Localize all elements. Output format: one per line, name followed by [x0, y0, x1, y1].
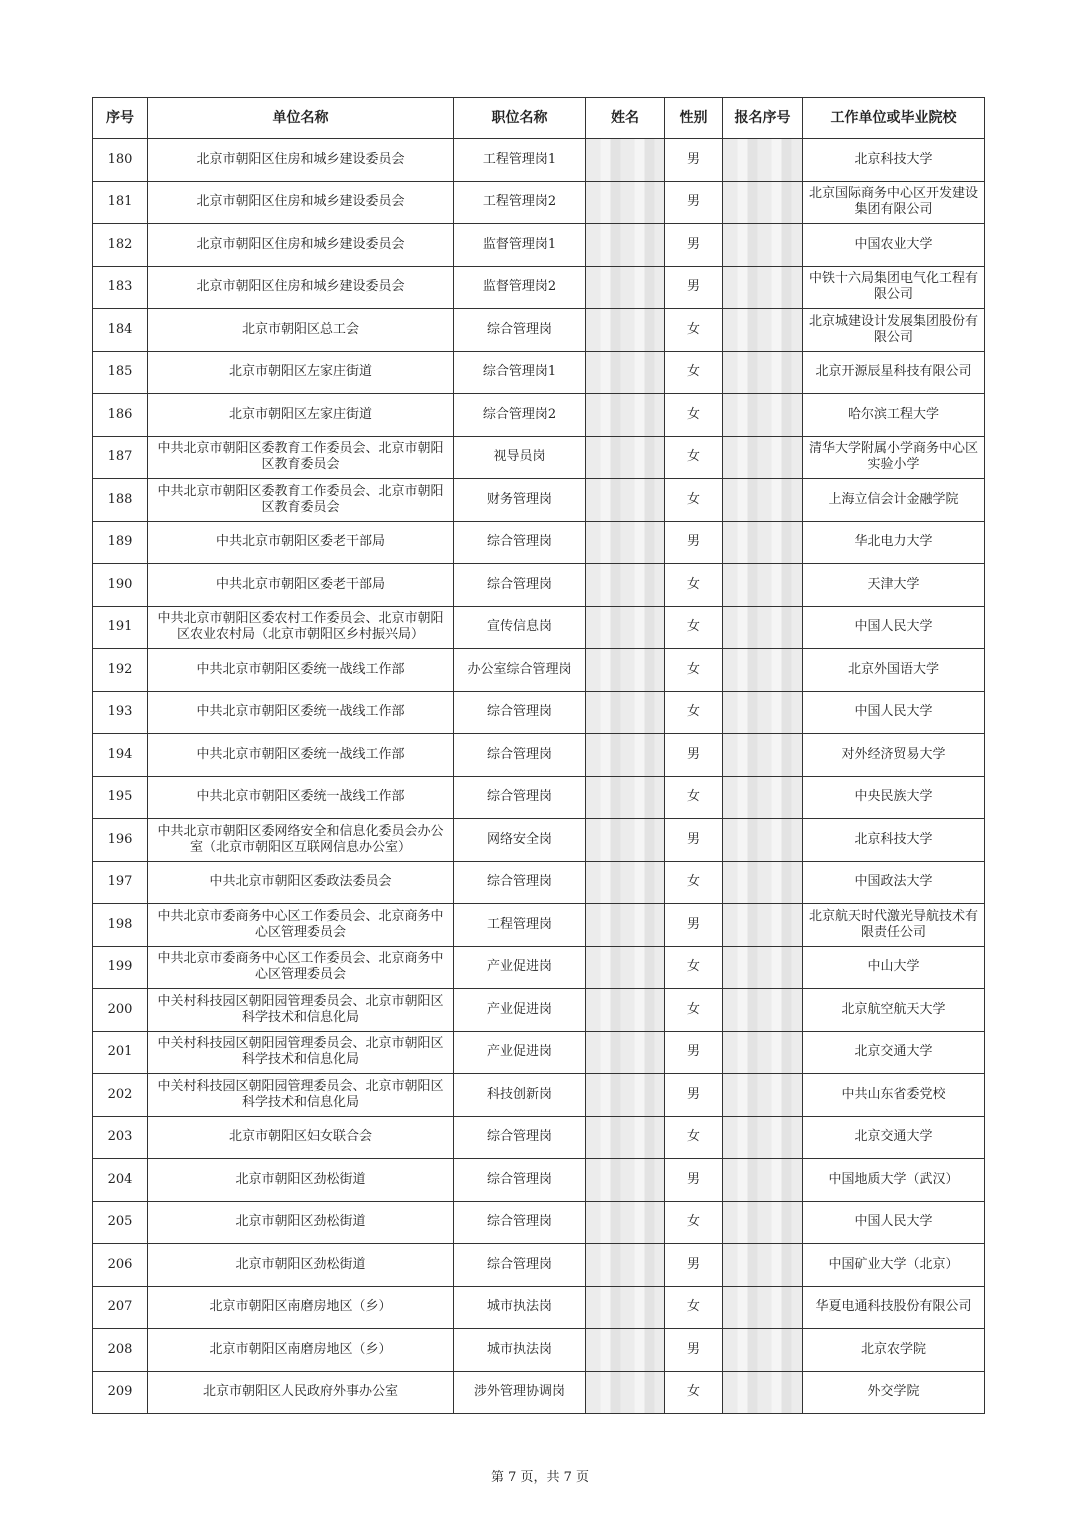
- registration-number-cell: [723, 224, 803, 267]
- person-name-cell: [586, 351, 665, 394]
- table-row: [93, 1116, 985, 1159]
- person-name-cell: [586, 1286, 665, 1329]
- workplace-or-school-cell: 北京航空航天大学: [803, 989, 985, 1032]
- serial-number-cell: 191: [93, 606, 148, 649]
- person-name-cell: [586, 1159, 665, 1202]
- workplace-or-school-cell: 天津大学: [803, 564, 985, 607]
- position-name-cell: 涉外管理协调岗: [454, 1371, 586, 1414]
- serial-number-cell: 202: [93, 1074, 148, 1117]
- position-name-cell: 综合管理岗: [454, 1116, 586, 1159]
- header-serial-number: 序号: [93, 98, 148, 139]
- workplace-or-school-cell: 北京外国语大学: [803, 649, 985, 692]
- person-name-cell: [586, 309, 665, 352]
- workplace-or-school-cell: 北京科技大学: [803, 819, 985, 862]
- header-person-name: 姓名: [586, 98, 665, 139]
- table-row: [93, 1031, 985, 1074]
- unit-name-cell: 中关村科技园区朝阳园管理委员会、北京市朝阳区科学技术和信息化局: [148, 989, 454, 1032]
- unit-name-cell: 中共北京市朝阳区委统一战线工作部: [148, 776, 454, 819]
- serial-number-cell: 193: [93, 691, 148, 734]
- person-name-cell: [586, 861, 665, 904]
- sex-cell: 男: [665, 1244, 723, 1287]
- serial-number-cell: 182: [93, 224, 148, 267]
- unit-name-cell: 北京市朝阳区南磨房地区（乡）: [148, 1286, 454, 1329]
- workplace-or-school-cell: 外交学院: [803, 1371, 985, 1414]
- person-name-cell: [586, 946, 665, 989]
- serial-number-cell: 201: [93, 1031, 148, 1074]
- table-row: [93, 1371, 985, 1414]
- position-name-cell: 科技创新岗: [454, 1074, 586, 1117]
- registration-number-cell: [723, 606, 803, 649]
- sex-cell: 男: [665, 1031, 723, 1074]
- sex-cell: 女: [665, 691, 723, 734]
- serial-number-cell: 197: [93, 861, 148, 904]
- serial-number-cell: 203: [93, 1116, 148, 1159]
- person-name-cell: [586, 139, 665, 182]
- unit-name-cell: 中共北京市委商务中心区工作委员会、北京商务中心区管理委员会: [148, 946, 454, 989]
- workplace-or-school-cell: 华北电力大学: [803, 521, 985, 564]
- unit-name-cell: 北京市朝阳区住房和城乡建设委员会: [148, 224, 454, 267]
- serial-number-cell: 188: [93, 479, 148, 522]
- workplace-or-school-cell: 上海立信会计金融学院: [803, 479, 985, 522]
- table-row: [93, 309, 985, 352]
- table-row: [93, 946, 985, 989]
- table-row: [93, 1329, 985, 1372]
- registration-number-cell: [723, 1201, 803, 1244]
- unit-name-cell: 中共北京市朝阳区委统一战线工作部: [148, 734, 454, 777]
- table-row: [93, 819, 985, 862]
- table-row: [93, 1244, 985, 1287]
- person-name-cell: [586, 479, 665, 522]
- unit-name-cell: 北京市朝阳区劲松街道: [148, 1244, 454, 1287]
- position-name-cell: 财务管理岗: [454, 479, 586, 522]
- workplace-or-school-cell: 北京农学院: [803, 1329, 985, 1372]
- person-name-cell: [586, 224, 665, 267]
- position-name-cell: 综合管理岗: [454, 564, 586, 607]
- registration-number-cell: [723, 181, 803, 224]
- unit-name-cell: 北京市朝阳区住房和城乡建设委员会: [148, 139, 454, 182]
- unit-name-cell: 中共北京市朝阳区委统一战线工作部: [148, 691, 454, 734]
- unit-name-cell: 中共北京市朝阳区委老干部局: [148, 521, 454, 564]
- sex-cell: 女: [665, 649, 723, 692]
- serial-number-cell: 196: [93, 819, 148, 862]
- serial-number-cell: 186: [93, 394, 148, 437]
- serial-number-cell: 198: [93, 904, 148, 947]
- workplace-or-school-cell: 中国政法大学: [803, 861, 985, 904]
- sex-cell: 男: [665, 181, 723, 224]
- person-name-cell: [586, 1201, 665, 1244]
- table-row: [93, 181, 985, 224]
- workplace-or-school-cell: 北京科技大学: [803, 139, 985, 182]
- workplace-or-school-cell: 中央民族大学: [803, 776, 985, 819]
- serial-number-cell: 208: [93, 1329, 148, 1372]
- workplace-or-school-cell: 中国人民大学: [803, 1201, 985, 1244]
- position-name-cell: 综合管理岗: [454, 1159, 586, 1202]
- registration-number-cell: [723, 691, 803, 734]
- position-name-cell: 产业促进岗: [454, 989, 586, 1032]
- registration-number-cell: [723, 819, 803, 862]
- table-row: [93, 1201, 985, 1244]
- workplace-or-school-cell: 北京开源辰星科技有限公司: [803, 351, 985, 394]
- unit-name-cell: 北京市朝阳区左家庄街道: [148, 351, 454, 394]
- table-row: [93, 904, 985, 947]
- sex-cell: 女: [665, 776, 723, 819]
- header-unit-name: 单位名称: [148, 98, 454, 139]
- serial-number-cell: 180: [93, 139, 148, 182]
- workplace-or-school-cell: 北京国际商务中心区开发建设集团有限公司: [803, 181, 985, 224]
- serial-number-cell: 207: [93, 1286, 148, 1329]
- unit-name-cell: 中共北京市朝阳区委农村工作委员会、北京市朝阳区农业农村局（北京市朝阳区乡村振兴局）: [148, 606, 454, 649]
- sex-cell: 男: [665, 819, 723, 862]
- unit-name-cell: 北京市朝阳区南磨房地区（乡）: [148, 1329, 454, 1372]
- person-name-cell: [586, 1074, 665, 1117]
- workplace-or-school-cell: 北京交通大学: [803, 1031, 985, 1074]
- person-name-cell: [586, 521, 665, 564]
- registration-number-cell: [723, 904, 803, 947]
- workplace-or-school-cell: 哈尔滨工程大学: [803, 394, 985, 437]
- workplace-or-school-cell: 中山大学: [803, 946, 985, 989]
- table-row: [93, 436, 985, 479]
- position-name-cell: 监督管理岗2: [454, 266, 586, 309]
- sex-cell: 女: [665, 394, 723, 437]
- table-row: [93, 266, 985, 309]
- table-row: [93, 564, 985, 607]
- sex-cell: 男: [665, 1074, 723, 1117]
- workplace-or-school-cell: 中国人民大学: [803, 606, 985, 649]
- unit-name-cell: 北京市朝阳区左家庄街道: [148, 394, 454, 437]
- serial-number-cell: 206: [93, 1244, 148, 1287]
- sex-cell: 男: [665, 1329, 723, 1372]
- registration-number-cell: [723, 1159, 803, 1202]
- serial-number-cell: 195: [93, 776, 148, 819]
- position-name-cell: 综合管理岗: [454, 309, 586, 352]
- person-name-cell: [586, 1371, 665, 1414]
- sex-cell: 女: [665, 946, 723, 989]
- sex-cell: 女: [665, 1116, 723, 1159]
- unit-name-cell: 中共北京市朝阳区委统一战线工作部: [148, 649, 454, 692]
- workplace-or-school-cell: 北京城建设计发展集团股份有限公司: [803, 309, 985, 352]
- serial-number-cell: 205: [93, 1201, 148, 1244]
- registration-number-cell: [723, 436, 803, 479]
- position-name-cell: 产业促进岗: [454, 946, 586, 989]
- unit-name-cell: 中共北京市朝阳区委老干部局: [148, 564, 454, 607]
- unit-name-cell: 中关村科技园区朝阳园管理委员会、北京市朝阳区科学技术和信息化局: [148, 1074, 454, 1117]
- sex-cell: 女: [665, 564, 723, 607]
- unit-name-cell: 中共北京市朝阳区委教育工作委员会、北京市朝阳区教育委员会: [148, 479, 454, 522]
- person-name-cell: [586, 649, 665, 692]
- unit-name-cell: 北京市朝阳区总工会: [148, 309, 454, 352]
- position-name-cell: 监督管理岗1: [454, 224, 586, 267]
- unit-name-cell: 北京市朝阳区住房和城乡建设委员会: [148, 181, 454, 224]
- registration-number-cell: [723, 479, 803, 522]
- sex-cell: 女: [665, 989, 723, 1032]
- position-name-cell: 城市执法岗: [454, 1329, 586, 1372]
- registration-number-cell: [723, 521, 803, 564]
- person-name-cell: [586, 691, 665, 734]
- serial-number-cell: 200: [93, 989, 148, 1032]
- serial-number-cell: 187: [93, 436, 148, 479]
- person-name-cell: [586, 734, 665, 777]
- registration-number-cell: [723, 351, 803, 394]
- sex-cell: 女: [665, 1286, 723, 1329]
- workplace-or-school-cell: 中国地质大学（武汉）: [803, 1159, 985, 1202]
- person-name-cell: [586, 1244, 665, 1287]
- serial-number-cell: 204: [93, 1159, 148, 1202]
- registration-number-cell: [723, 1286, 803, 1329]
- person-name-cell: [586, 394, 665, 437]
- sex-cell: 男: [665, 1159, 723, 1202]
- person-name-cell: [586, 776, 665, 819]
- unit-name-cell: 北京市朝阳区劲松街道: [148, 1159, 454, 1202]
- person-name-cell: [586, 181, 665, 224]
- table-row: [93, 734, 985, 777]
- header-position-name: 职位名称: [454, 98, 586, 139]
- sex-cell: 女: [665, 1371, 723, 1414]
- sex-cell: 男: [665, 266, 723, 309]
- person-name-cell: [586, 606, 665, 649]
- table-row: [93, 606, 985, 649]
- header-registration-number: 报名序号: [723, 98, 803, 139]
- unit-name-cell: 北京市朝阳区人民政府外事办公室: [148, 1371, 454, 1414]
- person-name-cell: [586, 819, 665, 862]
- position-name-cell: 视导员岗: [454, 436, 586, 479]
- serial-number-cell: 199: [93, 946, 148, 989]
- workplace-or-school-cell: 中国矿业大学（北京）: [803, 1244, 985, 1287]
- sex-cell: 男: [665, 521, 723, 564]
- position-name-cell: 产业促进岗: [454, 1031, 586, 1074]
- person-name-cell: [586, 436, 665, 479]
- position-name-cell: 综合管理岗: [454, 691, 586, 734]
- sex-cell: 男: [665, 224, 723, 267]
- registration-number-cell: [723, 861, 803, 904]
- table-row: [93, 649, 985, 692]
- person-name-cell: [586, 1329, 665, 1372]
- position-name-cell: 宣传信息岗: [454, 606, 586, 649]
- workplace-or-school-cell: 中共山东省委党校: [803, 1074, 985, 1117]
- table-row: [93, 479, 985, 522]
- unit-name-cell: 中关村科技园区朝阳园管理委员会、北京市朝阳区科学技术和信息化局: [148, 1031, 454, 1074]
- table-row: [93, 521, 985, 564]
- table-header: [93, 98, 985, 139]
- sex-cell: 女: [665, 309, 723, 352]
- registration-number-cell: [723, 946, 803, 989]
- serial-number-cell: 192: [93, 649, 148, 692]
- registration-number-cell: [723, 1031, 803, 1074]
- table-row: [93, 776, 985, 819]
- table-row: [93, 861, 985, 904]
- table-row: [93, 691, 985, 734]
- registration-number-cell: [723, 139, 803, 182]
- position-name-cell: 工程管理岗2: [454, 181, 586, 224]
- header-workplace-or-school: 工作单位或毕业院校: [803, 98, 985, 139]
- position-name-cell: 综合管理岗: [454, 734, 586, 777]
- position-name-cell: 综合管理岗: [454, 1244, 586, 1287]
- sex-cell: 女: [665, 436, 723, 479]
- unit-name-cell: 北京市朝阳区住房和城乡建设委员会: [148, 266, 454, 309]
- position-name-cell: 综合管理岗: [454, 521, 586, 564]
- sex-cell: 女: [665, 1201, 723, 1244]
- position-name-cell: 城市执法岗: [454, 1286, 586, 1329]
- position-name-cell: 网络安全岗: [454, 819, 586, 862]
- position-name-cell: 综合管理岗: [454, 1201, 586, 1244]
- person-name-cell: [586, 1116, 665, 1159]
- workplace-or-school-cell: 北京交通大学: [803, 1116, 985, 1159]
- position-name-cell: 办公室综合管理岗: [454, 649, 586, 692]
- workplace-or-school-cell: 对外经济贸易大学: [803, 734, 985, 777]
- page-footer: 第 7 页，共 7 页: [490, 1470, 590, 1485]
- position-name-cell: 综合管理岗1: [454, 351, 586, 394]
- registration-number-cell: [723, 1244, 803, 1287]
- workplace-or-school-cell: 中国农业大学: [803, 224, 985, 267]
- sex-cell: 男: [665, 139, 723, 182]
- sex-cell: 男: [665, 734, 723, 777]
- serial-number-cell: 209: [93, 1371, 148, 1414]
- unit-name-cell: 北京市朝阳区劲松街道: [148, 1201, 454, 1244]
- sex-cell: 男: [665, 904, 723, 947]
- position-name-cell: 综合管理岗2: [454, 394, 586, 437]
- person-name-cell: [586, 564, 665, 607]
- unit-name-cell: 中共北京市朝阳区委政法委员会: [148, 861, 454, 904]
- registration-number-cell: [723, 776, 803, 819]
- registration-number-cell: [723, 309, 803, 352]
- position-name-cell: 综合管理岗: [454, 776, 586, 819]
- unit-name-cell: 中共北京市朝阳区委教育工作委员会、北京市朝阳区教育委员会: [148, 436, 454, 479]
- unit-name-cell: 中共北京市朝阳区委网络安全和信息化委员会办公室（北京市朝阳区互联网信息办公室）: [148, 819, 454, 862]
- position-name-cell: 工程管理岗: [454, 904, 586, 947]
- table-row: [93, 1074, 985, 1117]
- table-row: [93, 989, 985, 1032]
- person-name-cell: [586, 1031, 665, 1074]
- workplace-or-school-cell: 华夏电通科技股份有限公司: [803, 1286, 985, 1329]
- workplace-or-school-cell: 中国人民大学: [803, 691, 985, 734]
- position-name-cell: 综合管理岗: [454, 861, 586, 904]
- serial-number-cell: 185: [93, 351, 148, 394]
- person-name-cell: [586, 266, 665, 309]
- table-row: [93, 1159, 985, 1202]
- workplace-or-school-cell: 北京航天时代激光导航技术有限责任公司: [803, 904, 985, 947]
- serial-number-cell: 190: [93, 564, 148, 607]
- sex-cell: 女: [665, 351, 723, 394]
- registration-number-cell: [723, 734, 803, 777]
- serial-number-cell: 194: [93, 734, 148, 777]
- sex-cell: 女: [665, 861, 723, 904]
- serial-number-cell: 184: [93, 309, 148, 352]
- serial-number-cell: 183: [93, 266, 148, 309]
- registration-number-cell: [723, 1371, 803, 1414]
- table-body: [93, 139, 985, 1414]
- registration-number-cell: [723, 1074, 803, 1117]
- header-sex: 性别: [665, 98, 723, 139]
- person-name-cell: [586, 989, 665, 1032]
- registration-number-cell: [723, 649, 803, 692]
- registration-number-cell: [723, 1329, 803, 1372]
- registration-number-cell: [723, 1116, 803, 1159]
- person-name-cell: [586, 904, 665, 947]
- unit-name-cell: 中共北京市委商务中心区工作委员会、北京商务中心区管理委员会: [148, 904, 454, 947]
- table-row: [93, 1286, 985, 1329]
- table-row: [93, 351, 985, 394]
- registration-number-cell: [723, 989, 803, 1032]
- personnel-table: [92, 97, 985, 1414]
- position-name-cell: 工程管理岗1: [454, 139, 586, 182]
- registration-number-cell: [723, 394, 803, 437]
- sex-cell: 女: [665, 479, 723, 522]
- registration-number-cell: [723, 564, 803, 607]
- unit-name-cell: 北京市朝阳区妇女联合会: [148, 1116, 454, 1159]
- table-row: [93, 139, 985, 182]
- serial-number-cell: 189: [93, 521, 148, 564]
- workplace-or-school-cell: 中铁十六局集团电气化工程有限公司: [803, 266, 985, 309]
- table-row: [93, 224, 985, 267]
- sex-cell: 女: [665, 606, 723, 649]
- serial-number-cell: 181: [93, 181, 148, 224]
- workplace-or-school-cell: 清华大学附属小学商务中心区实验小学: [803, 436, 985, 479]
- registration-number-cell: [723, 266, 803, 309]
- table-row: [93, 394, 985, 437]
